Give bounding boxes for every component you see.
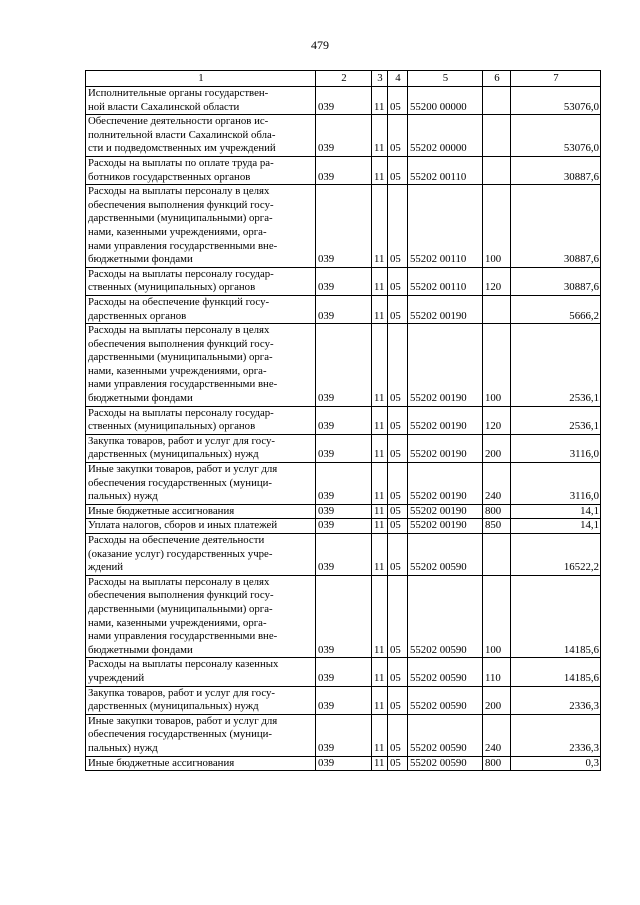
amount-cell: 2336,3 xyxy=(511,714,601,756)
subsection-code-cell: 05 xyxy=(388,519,408,534)
column-header: 7 xyxy=(511,71,601,87)
expense-name-line: Обеспечение деятельности органов ис- xyxy=(88,115,269,128)
ministry-code-cell: 039 xyxy=(316,87,372,115)
expense-type-cell: 100 xyxy=(483,185,511,268)
table-row xyxy=(86,87,601,115)
ministry-code-cell: 039 xyxy=(316,267,372,295)
section-code-cell: 11 xyxy=(372,575,388,658)
subsection-code-cell: 05 xyxy=(388,686,408,714)
target-article-cell: 55202 00000 xyxy=(408,115,483,157)
header-row xyxy=(86,71,601,87)
subsection-code-cell: 05 xyxy=(388,534,408,576)
ministry-code-cell: 039 xyxy=(316,756,372,771)
expense-name-cell xyxy=(86,406,316,434)
expense-name-cell xyxy=(86,519,316,534)
table-row xyxy=(86,714,601,756)
table-row xyxy=(86,686,601,714)
section-code-cell: 11 xyxy=(372,519,388,534)
column-header: 5 xyxy=(408,71,483,87)
amount-cell: 3116,0 xyxy=(511,434,601,462)
section-code-cell: 11 xyxy=(372,463,388,505)
target-article-cell: 55202 00190 xyxy=(408,504,483,519)
expense-name-line: ной власти Сахалинской области xyxy=(88,100,240,113)
expense-name-line: нами управления государственными вне- xyxy=(88,630,278,643)
column-header: 1 xyxy=(86,71,316,87)
expense-type-cell: 200 xyxy=(483,434,511,462)
expense-name-line: Расходы на выплаты персоналу в целях xyxy=(88,324,270,337)
table-row xyxy=(86,575,601,658)
expense-name-line: обеспечения выполнения функций госу- xyxy=(88,198,274,211)
expense-name-line: ственных (муниципальных) органов xyxy=(88,281,256,294)
expense-name-cell xyxy=(86,575,316,658)
subsection-code-cell: 05 xyxy=(388,575,408,658)
section-code-cell: 11 xyxy=(372,156,388,184)
expense-name-cell xyxy=(86,295,316,323)
ministry-code-cell: 039 xyxy=(316,504,372,519)
expense-name-line: Расходы на обеспечение функций госу- xyxy=(88,295,270,308)
subsection-code-cell: 05 xyxy=(388,463,408,505)
expense-name-line: Расходы на выплаты персоналу государ- xyxy=(88,406,274,419)
subsection-code-cell: 05 xyxy=(388,714,408,756)
target-article-cell: 55202 00590 xyxy=(408,714,483,756)
expense-name-line: Иные закупки товаров, работ и услуг для xyxy=(88,714,278,727)
expense-name-line: полнительной власти Сахалинской обла- xyxy=(88,128,276,141)
expense-name-line: нами управления государственными вне- xyxy=(88,378,278,391)
section-code-cell: 11 xyxy=(372,267,388,295)
target-article-cell: 55202 00190 xyxy=(408,324,483,407)
amount-cell: 2536,1 xyxy=(511,324,601,407)
expense-name-cell xyxy=(86,267,316,295)
expense-name-line: Расходы на выплаты персоналу государ- xyxy=(88,267,274,280)
expense-type-cell: 100 xyxy=(483,575,511,658)
table-row xyxy=(86,463,601,505)
expense-name-line: Иные бюджетные ассигнования xyxy=(88,504,235,517)
expense-type-cell: 200 xyxy=(483,686,511,714)
expense-name-line: сти и подведомственных им учреждений xyxy=(88,142,276,155)
ministry-code-cell: 039 xyxy=(316,575,372,658)
subsection-code-cell: 05 xyxy=(388,185,408,268)
expense-name-line: нами, казенными учреждениями, орга- xyxy=(88,364,267,377)
target-article-cell: 55202 00110 xyxy=(408,267,483,295)
expense-name-line: дарственными (муниципальными) орга- xyxy=(88,602,273,615)
expense-name-line: ственных (муниципальных) органов xyxy=(88,420,256,433)
section-code-cell: 11 xyxy=(372,185,388,268)
amount-cell: 30887,6 xyxy=(511,185,601,268)
ministry-code-cell: 039 xyxy=(316,519,372,534)
table-row xyxy=(86,115,601,157)
table-row xyxy=(86,185,601,268)
expense-type-cell: 120 xyxy=(483,267,511,295)
table-row xyxy=(86,267,601,295)
table-row xyxy=(86,156,601,184)
amount-cell: 3116,0 xyxy=(511,463,601,505)
expense-name-line: Закупка товаров, работ и услуг для госу- xyxy=(88,434,276,447)
table-row xyxy=(86,756,601,771)
target-article-cell: 55202 00110 xyxy=(408,185,483,268)
subsection-code-cell: 05 xyxy=(388,295,408,323)
target-article-cell: 55202 00190 xyxy=(408,406,483,434)
amount-cell: 5666,2 xyxy=(511,295,601,323)
expense-name-line: бюджетными фондами xyxy=(88,392,193,405)
expense-type-cell xyxy=(483,115,511,157)
expense-name-line: нами, казенными учреждениями, орга- xyxy=(88,225,267,238)
ministry-code-cell: 039 xyxy=(316,185,372,268)
expense-name-line: Расходы на обеспечение деятельности xyxy=(88,534,265,546)
section-code-cell: 11 xyxy=(372,504,388,519)
expense-name-line: Иные бюджетные ассигнования xyxy=(88,756,235,769)
expense-name-line: Расходы на выплаты персоналу в целях xyxy=(88,575,270,588)
expense-type-cell xyxy=(483,156,511,184)
amount-cell: 53076,0 xyxy=(511,87,601,115)
target-article-cell: 55202 00190 xyxy=(408,463,483,505)
amount-cell: 2536,1 xyxy=(511,406,601,434)
amount-cell: 14,1 xyxy=(511,504,601,519)
table-row xyxy=(86,519,601,534)
target-article-cell: 55202 00590 xyxy=(408,575,483,658)
ministry-code-cell: 039 xyxy=(316,686,372,714)
amount-cell: 30887,6 xyxy=(511,156,601,184)
expense-name-line: обеспечения государственных (муници- xyxy=(88,476,273,489)
expense-name-cell xyxy=(86,686,316,714)
expense-name-cell xyxy=(86,324,316,407)
section-code-cell: 11 xyxy=(372,324,388,407)
expense-name-line: Расходы на выплаты персоналу в целях xyxy=(88,185,270,198)
expense-name-line: дарственными (муниципальными) орга- xyxy=(88,351,273,364)
subsection-code-cell: 05 xyxy=(388,434,408,462)
expense-name-line: (оказание услуг) государственных учре- xyxy=(88,547,273,560)
expense-name-line: Закупка товаров, работ и услуг для госу- xyxy=(88,686,276,699)
expense-name-line: ботников государственных органов xyxy=(88,170,251,183)
subsection-code-cell: 05 xyxy=(388,267,408,295)
table-body xyxy=(86,87,601,771)
section-code-cell: 11 xyxy=(372,714,388,756)
budget-table xyxy=(85,70,601,771)
expense-name-line: нами, казенными учреждениями, орга- xyxy=(88,616,267,629)
target-article-cell: 55202 00590 xyxy=(408,686,483,714)
amount-cell: 0,3 xyxy=(511,756,601,771)
expense-name-cell xyxy=(86,87,316,115)
section-code-cell: 11 xyxy=(372,534,388,576)
expense-name-line: дарственных (муниципальных) нужд xyxy=(88,448,259,461)
expense-name-line: дарственных органов xyxy=(88,309,187,322)
ministry-code-cell: 039 xyxy=(316,295,372,323)
expense-name-cell xyxy=(86,504,316,519)
table-row xyxy=(86,504,601,519)
table-row xyxy=(86,324,601,407)
section-code-cell: 11 xyxy=(372,434,388,462)
expense-name-cell xyxy=(86,534,316,576)
expense-type-cell: 240 xyxy=(483,714,511,756)
subsection-code-cell: 05 xyxy=(388,658,408,686)
expense-type-cell: 120 xyxy=(483,406,511,434)
subsection-code-cell: 05 xyxy=(388,87,408,115)
amount-cell: 14185,6 xyxy=(511,658,601,686)
expense-name-line: Расходы на выплаты персоналу казенных xyxy=(88,658,279,671)
section-code-cell: 11 xyxy=(372,406,388,434)
expense-name-line: учреждений xyxy=(88,671,145,684)
expense-name-cell xyxy=(86,434,316,462)
subsection-code-cell: 05 xyxy=(388,406,408,434)
amount-cell: 14185,6 xyxy=(511,575,601,658)
expense-type-cell xyxy=(483,87,511,115)
expense-type-cell: 800 xyxy=(483,504,511,519)
page-number: 479 xyxy=(311,38,329,52)
amount-cell: 16522,2 xyxy=(511,534,601,576)
ministry-code-cell: 039 xyxy=(316,115,372,157)
ministry-code-cell: 039 xyxy=(316,324,372,407)
ministry-code-cell: 039 xyxy=(316,156,372,184)
target-article-cell: 55202 00590 xyxy=(408,756,483,771)
section-code-cell: 11 xyxy=(372,295,388,323)
subsection-code-cell: 05 xyxy=(388,156,408,184)
target-article-cell: 55202 00190 xyxy=(408,519,483,534)
expense-name-cell xyxy=(86,658,316,686)
column-header: 2 xyxy=(316,71,372,87)
table-row xyxy=(86,534,601,576)
expense-name-line: бюджетными фондами xyxy=(88,253,193,266)
expense-name-line: пальных) нужд xyxy=(88,741,158,754)
section-code-cell: 11 xyxy=(372,658,388,686)
expense-type-cell xyxy=(483,295,511,323)
expense-name-line: пальных) нужд xyxy=(88,490,158,503)
expense-name-line: обеспечения выполнения функций госу- xyxy=(88,589,274,602)
expense-name-line: обеспечения выполнения функций госу- xyxy=(88,337,274,350)
ministry-code-cell: 039 xyxy=(316,406,372,434)
amount-cell: 2336,3 xyxy=(511,686,601,714)
expense-name-cell xyxy=(86,185,316,268)
target-article-cell: 55202 00590 xyxy=(408,658,483,686)
table-row xyxy=(86,658,601,686)
expense-name-cell xyxy=(86,115,316,157)
column-header: 3 xyxy=(372,71,388,87)
expense-name-line: ждений xyxy=(88,561,124,574)
expense-type-cell: 850 xyxy=(483,519,511,534)
section-code-cell: 11 xyxy=(372,756,388,771)
expense-name-line: нами управления государственными вне- xyxy=(88,239,278,252)
target-article-cell: 55200 00000 xyxy=(408,87,483,115)
expense-type-cell: 240 xyxy=(483,463,511,505)
expense-type-cell: 100 xyxy=(483,324,511,407)
expense-type-cell: 110 xyxy=(483,658,511,686)
ministry-code-cell: 039 xyxy=(316,463,372,505)
expense-name-cell xyxy=(86,714,316,756)
expense-name-cell xyxy=(86,156,316,184)
expense-name-cell xyxy=(86,463,316,505)
expense-name-line: Уплата налогов, сборов и иных платежей xyxy=(88,519,278,532)
amount-cell: 53076,0 xyxy=(511,115,601,157)
ministry-code-cell: 039 xyxy=(316,434,372,462)
expense-name-line: дарственными (муниципальными) орга- xyxy=(88,212,273,225)
section-code-cell: 11 xyxy=(372,686,388,714)
subsection-code-cell: 05 xyxy=(388,324,408,407)
expense-type-cell: 800 xyxy=(483,756,511,771)
section-code-cell: 11 xyxy=(372,87,388,115)
section-code-cell: 11 xyxy=(372,115,388,157)
expense-name-cell xyxy=(86,756,316,771)
ministry-code-cell: 039 xyxy=(316,534,372,576)
table-row xyxy=(86,295,601,323)
expense-name-line: обеспечения государственных (муници- xyxy=(88,728,273,741)
expense-name-line: Иные закупки товаров, работ и услуг для xyxy=(88,463,278,476)
ministry-code-cell: 039 xyxy=(316,714,372,756)
target-article-cell: 55202 00190 xyxy=(408,295,483,323)
column-header: 6 xyxy=(483,71,511,87)
expense-name-line: дарственных (муниципальных) нужд xyxy=(88,700,259,713)
table-row xyxy=(86,434,601,462)
target-article-cell: 55202 00110 xyxy=(408,156,483,184)
expense-type-cell xyxy=(483,534,511,576)
expense-name-line: бюджетными фондами xyxy=(88,643,193,656)
subsection-code-cell: 05 xyxy=(388,756,408,771)
ministry-code-cell: 039 xyxy=(316,658,372,686)
subsection-code-cell: 05 xyxy=(388,504,408,519)
target-article-cell: 55202 00190 xyxy=(408,434,483,462)
amount-cell: 30887,6 xyxy=(511,267,601,295)
column-header: 4 xyxy=(388,71,408,87)
expense-name-line: Расходы на выплаты по оплате труда ра- xyxy=(88,156,274,169)
target-article-cell: 55202 00590 xyxy=(408,534,483,576)
table-row xyxy=(86,406,601,434)
subsection-code-cell: 05 xyxy=(388,115,408,157)
amount-cell: 14,1 xyxy=(511,519,601,534)
expense-name-line: Исполнительные органы государствен- xyxy=(88,87,269,99)
